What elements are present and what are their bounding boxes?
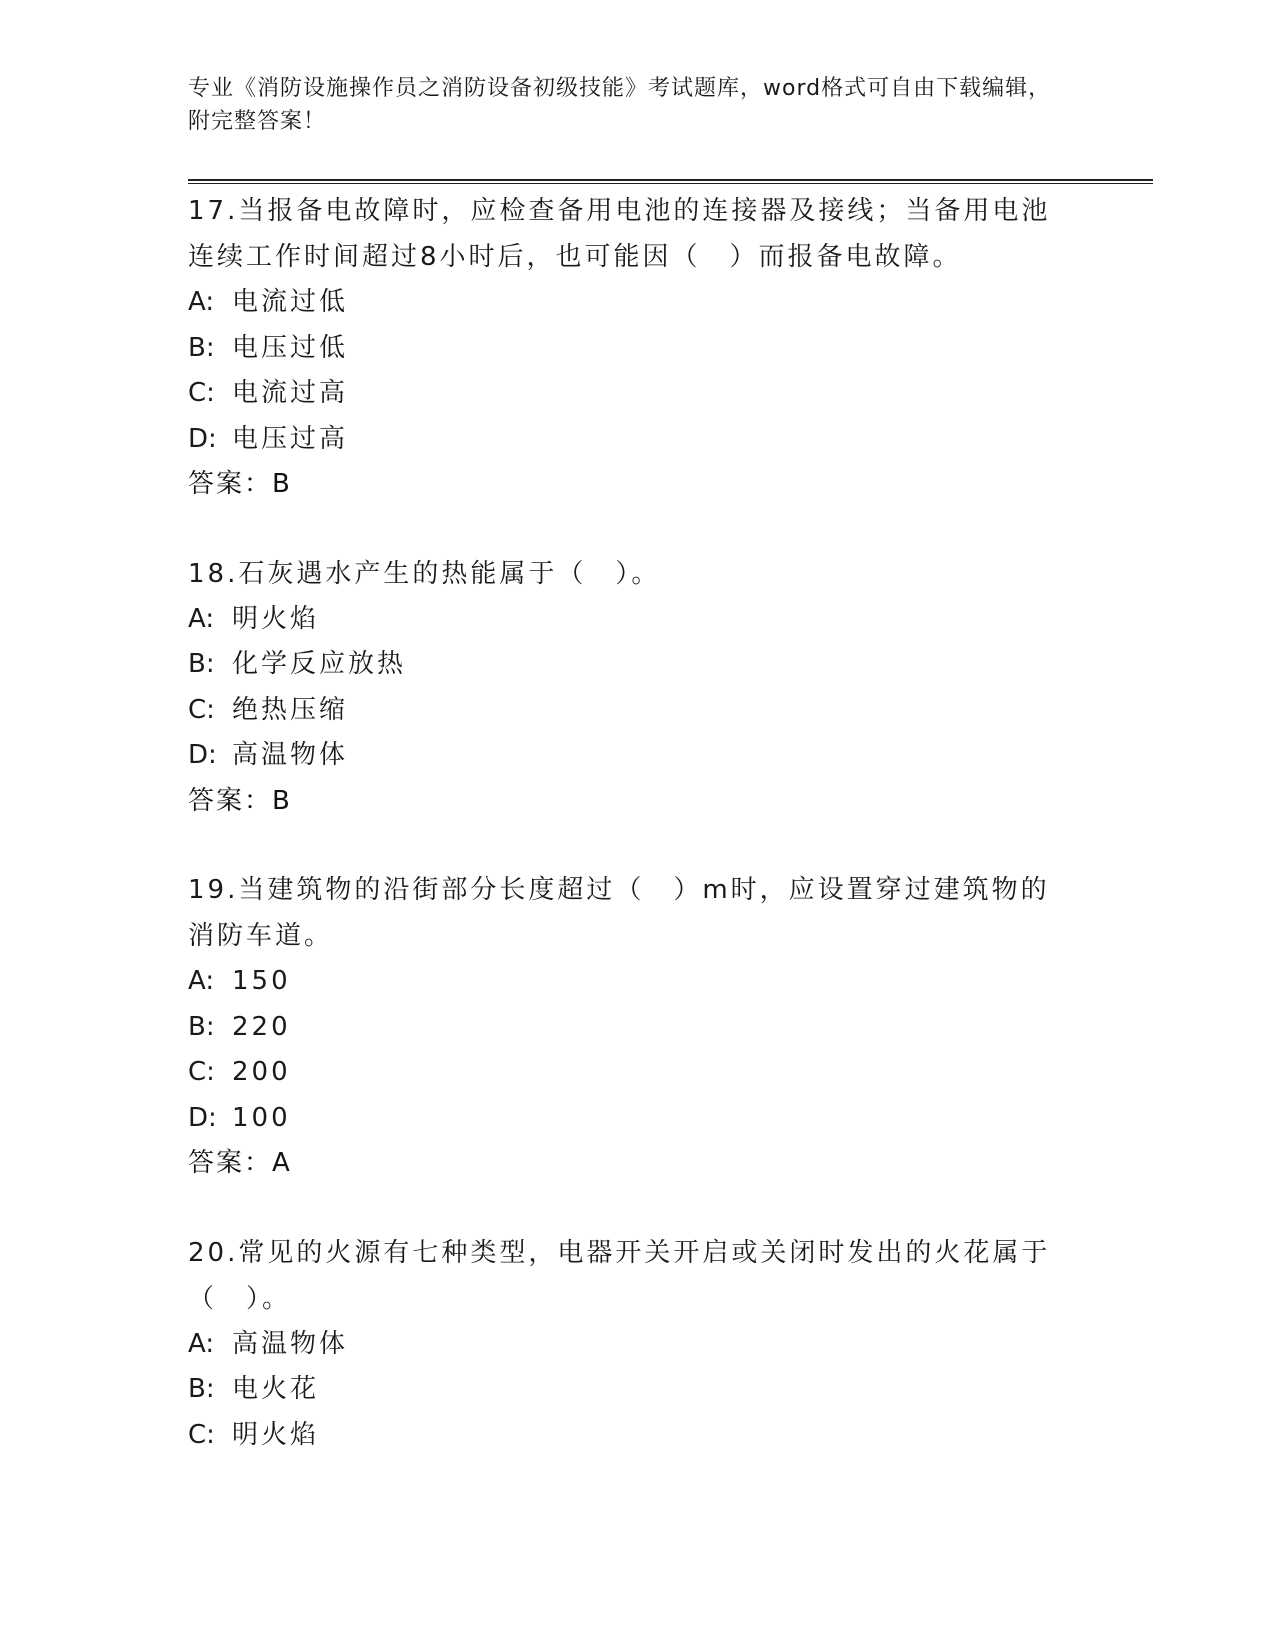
option-text: 220 bbox=[232, 1011, 291, 1042]
question-stem: 19.当建筑物的沿街部分长度超过（ ）m时，应设置穿过建筑物的消防车道。 bbox=[188, 875, 1050, 951]
answer-line: 答案：B bbox=[188, 469, 292, 499]
option-text: 明火焰 bbox=[232, 603, 320, 634]
option-b bbox=[188, 642, 1068, 688]
question-20 bbox=[188, 1230, 1068, 1459]
document-header: 专业《消防设施操作员之消防设备初级技能》考试题库，word格式可自由下载编辑，附完整答案！ bbox=[188, 76, 1052, 134]
option-c bbox=[188, 1050, 1068, 1096]
option-d bbox=[188, 733, 1068, 779]
option-b bbox=[188, 1367, 1068, 1413]
option-key: D: bbox=[188, 1102, 217, 1133]
option-key: A: bbox=[188, 966, 215, 996]
option-b bbox=[188, 1005, 1068, 1051]
question-18 bbox=[188, 551, 1068, 825]
option-key: B: bbox=[188, 1374, 215, 1404]
option-a bbox=[188, 959, 1068, 1005]
document-page bbox=[188, 0, 1153, 1650]
question-17 bbox=[188, 188, 1068, 508]
option-c bbox=[188, 371, 1068, 417]
option-text: 电压过低 bbox=[232, 332, 349, 363]
option-key: A: bbox=[188, 287, 215, 317]
option-key: B: bbox=[188, 1011, 215, 1042]
option-a bbox=[188, 1322, 1068, 1368]
option-a bbox=[188, 280, 1068, 326]
option-text: 电流过高 bbox=[232, 378, 349, 408]
option-key: B: bbox=[188, 332, 215, 363]
option-text: 高温物体 bbox=[232, 1328, 349, 1359]
option-c bbox=[188, 688, 1068, 734]
option-text: 化学反应放热 bbox=[232, 649, 407, 679]
question-stem: 20.常见的火源有七种类型，电器开关开启或关闭时发出的火花属于（ ）。 bbox=[188, 1237, 1051, 1314]
option-key: C: bbox=[188, 1057, 215, 1087]
option-key: C: bbox=[188, 694, 215, 725]
option-text: 200 bbox=[232, 1057, 291, 1087]
question-stem: 18.石灰遇水产生的热能属于（ ）。 bbox=[188, 558, 661, 589]
option-d bbox=[188, 1096, 1068, 1142]
option-c bbox=[188, 1413, 1068, 1459]
option-key: D: bbox=[188, 423, 217, 454]
option-text: 绝热压缩 bbox=[232, 694, 349, 725]
answer-line: 答案：A bbox=[188, 1148, 292, 1178]
option-key: C: bbox=[188, 1419, 215, 1450]
option-text: 100 bbox=[232, 1102, 291, 1133]
header-divider-thick bbox=[188, 179, 1153, 181]
option-key: A: bbox=[188, 1328, 215, 1359]
option-text: 电压过高 bbox=[232, 423, 349, 454]
question-list bbox=[188, 188, 1068, 1501]
question-19 bbox=[188, 867, 1068, 1187]
option-d bbox=[188, 417, 1068, 463]
option-text: 明火焰 bbox=[232, 1419, 320, 1450]
option-text: 高温物体 bbox=[232, 740, 349, 770]
option-key: D: bbox=[188, 740, 217, 770]
option-text: 电流过低 bbox=[232, 287, 349, 317]
question-stem: 17.当报备电故障时，应检查备用电池的连接器及接线；当备用电池连续工作时间超过8小时后，也可能因（ ）而报备电故障。 bbox=[188, 196, 1051, 272]
answer-line: 答案：B bbox=[188, 785, 292, 816]
option-key: C: bbox=[188, 378, 215, 408]
option-a bbox=[188, 597, 1068, 643]
option-text: 电火花 bbox=[232, 1374, 320, 1404]
option-key: A: bbox=[188, 603, 215, 634]
option-key: B: bbox=[188, 649, 215, 679]
header-divider-thin bbox=[188, 183, 1153, 184]
option-b bbox=[188, 326, 1068, 372]
option-text: 150 bbox=[232, 966, 291, 996]
